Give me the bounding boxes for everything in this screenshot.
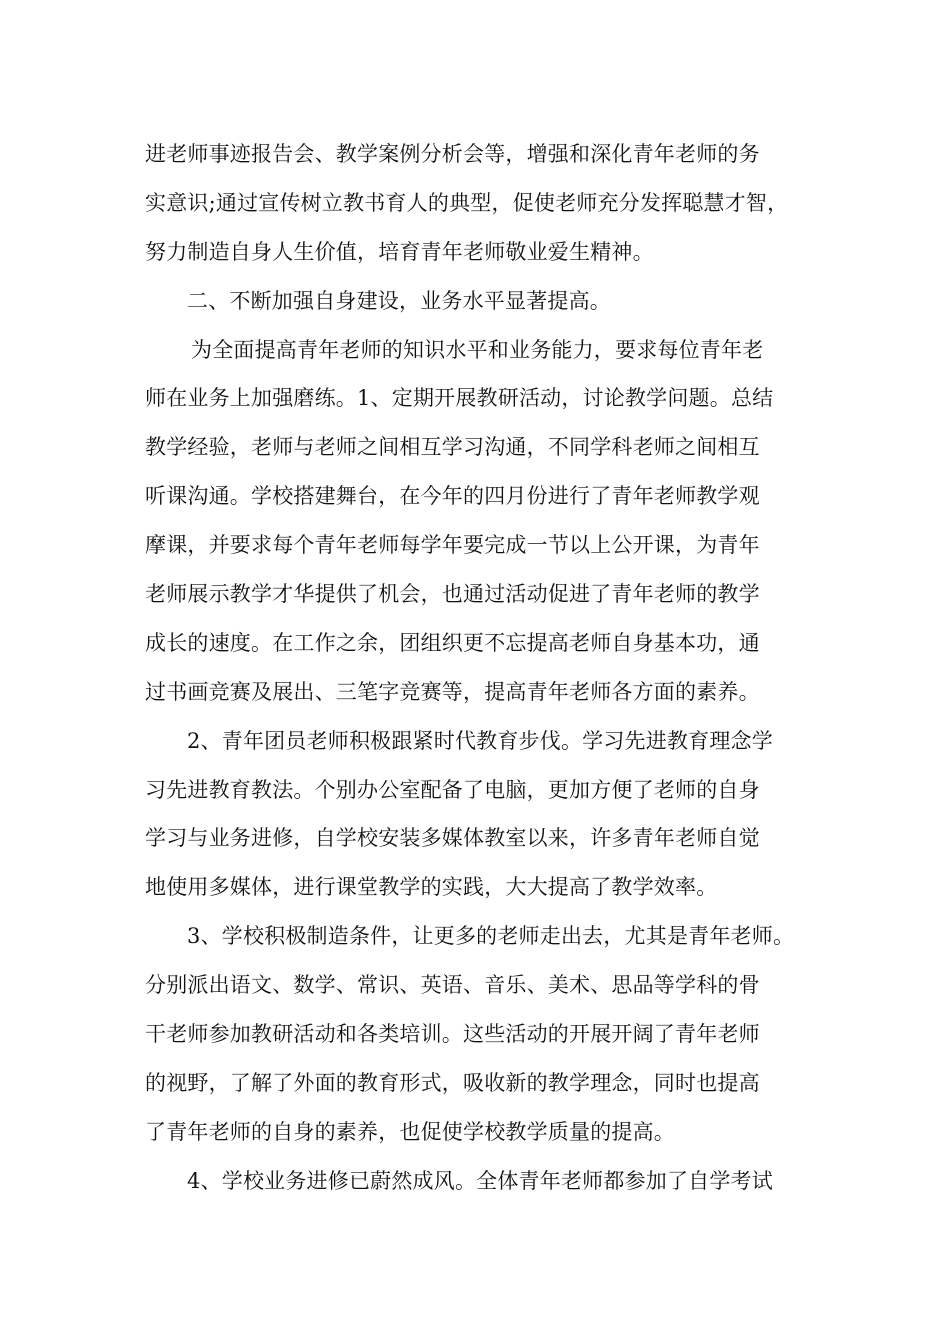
text-line: 了青年老师的自身的素养，也促使学校教学质量的提高。 xyxy=(145,1119,675,1144)
text-line: 地使用多媒体，进行课堂教学的实践，大大提高了教学效率。 xyxy=(145,875,718,900)
text-line: 习先进教育教法。个别办公室配备了电脑，更加方便了老师的自身 xyxy=(145,777,760,802)
text-line: 实意识;通过宣传树立教书育人的典型，促使老师充分发挥聪慧才智， xyxy=(145,190,789,215)
text-line: 学习与业务进修，自学校安装多媒体教室以来，许多青年老师自觉 xyxy=(145,826,760,851)
text-line: 成长的速度。在工作之余，团组织更不忘提高老师自身基本功，通 xyxy=(145,630,760,655)
text-line: 努力制造自身人生价值，培育青年老师敬业爱生精神。 xyxy=(145,239,654,264)
paragraph-start: 2、青年团员老师积极跟紧时代教育步伐。学习先进教育理念学 xyxy=(187,728,773,753)
document-body xyxy=(145,130,825,1206)
text-line: 的视野，了解了外面的教育形式，吸收新的教学理念，同时也提高 xyxy=(145,1070,760,1095)
text-line: 摩课，并要求每个青年老师每学年要完成一节以上公开课，为青年 xyxy=(145,533,760,558)
text-line: 老师展示教学才华提供了机会，也通过活动促进了青年老师的教学 xyxy=(145,582,760,607)
text-line: 进老师事迹报告会、教学案例分析会等，增强和深化青年老师的务 xyxy=(145,142,760,166)
text-line: 干老师参加教研活动和各类培训。这些活动的开展开阔了青年老师 xyxy=(145,1022,760,1047)
paragraph-start: 为全面提高青年老师的知识水平和业务能力，要求每位青年老 xyxy=(191,337,764,362)
text-line: 师在业务上加强磨练。1、定期开展教研活动，讨论教学问题。总结 xyxy=(145,386,774,411)
text-line: 分别派出语文、数学、常识、英语、音乐、美术、思品等学科的骨 xyxy=(145,973,760,998)
text-line: 过书画竞赛及展出、三笔字竞赛等，提高青年老师各方面的素养。 xyxy=(145,679,760,704)
paragraph-start: 3、学校积极制造条件，让更多的老师走出去，尤其是青年老师。 xyxy=(187,924,795,949)
paragraph-start: 4、学校业务进修已蔚然成风。全体青年老师都参加了自学考试 xyxy=(187,1168,773,1193)
text-line: 教学经验，老师与老师之间相互学习沟通，不同学科老师之间相互 xyxy=(145,435,760,460)
text-line: 听课沟通。学校搭建舞台，在今年的四月份进行了青年老师教学观 xyxy=(145,484,760,509)
section-heading: 二、不断加强自身建设，业务水平显著提高。 xyxy=(187,288,611,313)
